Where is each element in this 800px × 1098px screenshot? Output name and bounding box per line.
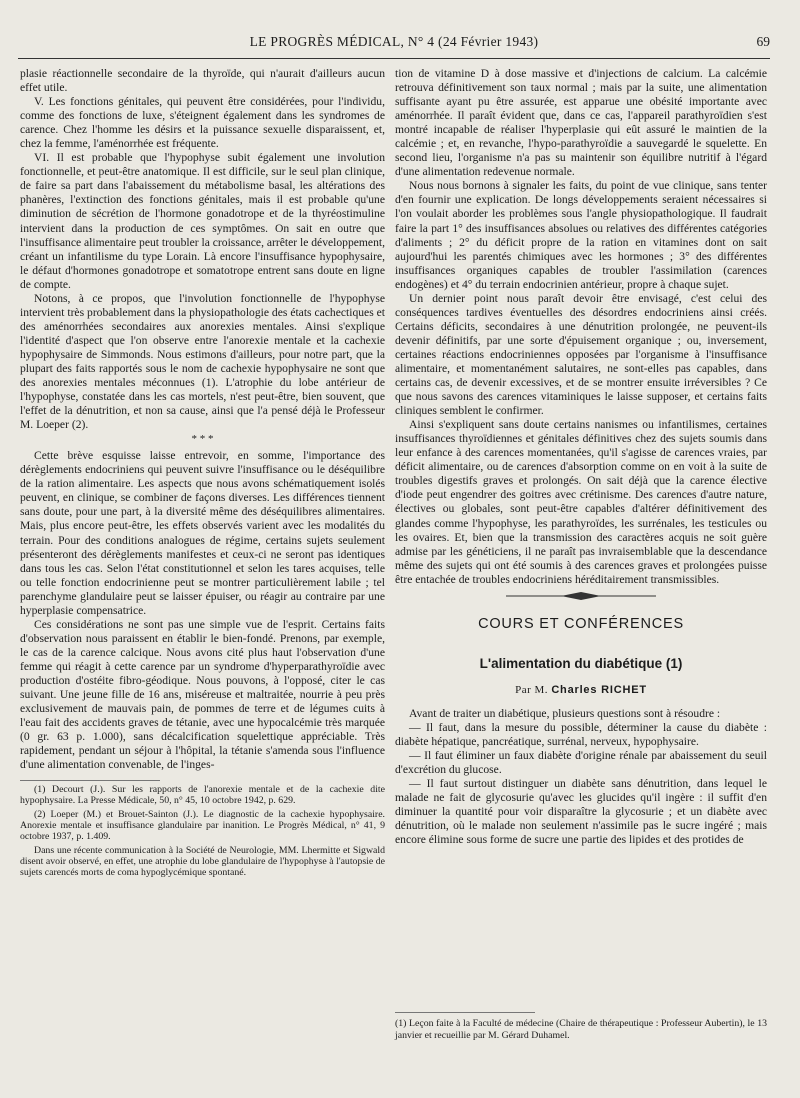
section-heading: COURS ET CONFÉRENCES xyxy=(478,615,684,632)
footnote-rule xyxy=(395,1012,535,1013)
footnote: Dans une récente communication à la Société de Neurologie, MM. Lhermitte et Sigwald disent avoir observé, en effet, une atrophie du lobe glandulaire de l'hypophyse à l'autopsie de sujets carencés morts de coma hypoglycémique spontané. xyxy=(20,845,385,879)
paragraph: Avant de traiter un diabétique, plusieurs questions sont à résoudre : xyxy=(409,706,721,720)
paragraph: — Il faut surtout distinguer un diabète sans dénutrition, dans lequel le malade ne fait de glycosurie qu'avec les glucides qu'il ingère : il suffit d'en diminuer la quantité pour voir disparaître la glycosurie ; et un diabète avec dénutrition, où le malade non seulement n'assimile pas le sucre ingéré ; mais encore élimine sous forme de sucre une partie des lipides et des protides de xyxy=(395,777,767,847)
section-break-stars: * * * xyxy=(191,433,214,446)
paragraph: Cette brève esquisse laisse entrevoir, en somme, l'importance des dérèglements endocriniens qui peuvent suivre l'insuffisance ou le déséquilibre de la ration alimentaire. Les aspects que nous avons schématiquement isolés peuvent, en clinique, se combiner de façons diverses. Les différences tiennent sans doute, pour une part, à la diversité même des déséquilibres alimentaires. Mais, plus encore peut-être, les effets observés varient avec les modalités du terrain. Pour des conditions analogues de régime, certains sujets seulement présenteront des dérèglements manifestes et ceux-ci ne seront pas identiques dans tous les cas. Selon l'état constitutionnel et selon les tares acquises, telle ou telle fonction endocrinienne peut se montrer particulièrement labile ; tel parenchyme glandulaire peut se laisser épuiser, ou réagir au contraire par une hyperplasie compensatrice. xyxy=(20,449,385,617)
paragraph: plasie réactionnelle secondaire de la thyroïde, qui n'aurait d'ailleurs aucun effet utile. xyxy=(20,67,385,95)
page-number: 69 xyxy=(756,34,770,49)
paragraph: — Il faut éliminer un faux diabète d'origine rénale par abaissement du seuil d'excrétion du glucose. xyxy=(395,749,767,777)
footnote: (2) Loeper (M.) et Brouet-Sainton (J.). Le diagnostic de la cachexie hypophysaire. Anorexie mentale et insuffisance glandulaire par inanition. Le Progrès Médical, n° 41, 9 octobre 1937, p. 1.409. xyxy=(20,809,385,843)
paragraph: — Il faut, dans la mesure du possible, déterminer la cause du diabète : diabète hépatique, pancréatique, surrénal, nerveux, hypophysaire. xyxy=(395,720,767,749)
left-column xyxy=(20,67,385,878)
paragraph: Ainsi s'expliquent sans doute certains nanismes ou infantilismes, certaines insuffisances thyroïdiennes et génitales définitives chez des sujets soumis dans leur enfance à des carences momentanées, qu'il s'agisse de carences vraies, par déficit alimentaire, ou de carences d'absorption comme on en voit à la suite de troubles digestifs graves et prolongés. On sait déjà que la carence élective d'iode peut engendrer des goitres avec crétinisme. Des carences d'autre nature, électives ou globales, sont peut-être capables d'altérer définitivement des glandes comme l'hypophyse, les parathyroïdes, les surrénales, les testicules ou les ovaires. Et, bien que la transmission des caractères acquis ne soit guère admise par les généticiens, il ne paraît pas invraisemblable que la descendance même des sujets qui ont été soumis à des carences graves et prolongées puisse être entachée de troubles endocriniens héréditairement transmissibles. xyxy=(395,418,767,586)
article-title: L'alimentation du diabétique (1) xyxy=(479,655,683,671)
paragraph: Ces considérations ne sont pas une simple vue de l'esprit. Certains faits d'observation nous paraissent en établir le bien-fondé. Prenons, par exemple, le cas de la carence calcique. Nous avons cité plus haut l'observation d'une femme qui réagit à cette carence par un syndrome d'hyperparathyroïdie avec production d'ostéite fibro-géodique. Nous pouvons, à l'opposé, citer le cas suivant. Une jeune fille de 16 ans, miséreuse et maltraitée, nourrie à peu près exclusivement de mauvais pain, de pommes de terre et de légumes cuits à l'eau fait des accidents graves de tétanie, avec une hypocalcémie très marquée (0 gr. 63 p. 1.000), sans décalcification squelettique appréciable. Très rapidement, pendant un séjour à l'hôpital, la tétanie s'amenda sous l'influence d'une alimentation convenable, de l'inges- xyxy=(20,617,385,772)
byline xyxy=(395,683,767,697)
paragraph: Un dernier point nous paraît devoir être envisagé, c'est celui des conséquences tardives éventuelles des désordres endocriniens ainsi créés. Certains déficits, secondaires à une dénutrition prolongée, ne peuvent-ils devenir définitifs, par une sorte d'épuisement organique ; ou, inversement, certaines réactions endocriniennes opposées par l'organisme à l'insuffisance alimentaire, et momentanément salutaires, ne sont-elles pas capables, dans certains cas, de devenir excessives, et de se montrer ensuite irréversibles ? Ce que nous savons des carences vitaminiques le laisse supposer, et certains faits cliniques semblent le confirmer. xyxy=(395,291,767,418)
journal-title: LE PROGRÈS MÉDICAL, N° 4 (24 Février 1943) xyxy=(249,34,539,49)
header-rule xyxy=(18,58,770,59)
byline-prefix: Par M. xyxy=(515,683,549,696)
paragraph: Notons, à ce propos, que l'involution fonctionnelle de l'hypophyse intervient très probablement dans la physiopathologie des états cachectiques et des aménorrhées secondaires aux anorexies mentales. Ainsi s'explique l'identité d'aspect que l'on observe entre l'anorexie mentale et la cachexie hypophysaire de Simmonds. Nous estimons d'ailleurs, pour notre part, que la plupart des faits rapportés sous le nom de cachexie hypophysaire ne sont que des anorexies mentales méconnues (1). L'atrophie du lobe antérieur de l'hypophyse, constatée dans les cas mortels, n'est peut-être, bien souvent, que l'effet de la dénutrition, et non sa cause, ainsi que l'a pensé déjà le Professeur M. Loeper (2). xyxy=(20,291,385,432)
running-header xyxy=(18,34,770,56)
footnote: (1) Leçon faite à la Faculté de médecine (Chaire de thérapeutique : Professeur Aubertin), le 13 janvier et recueillie par M. Gérard Duhamel. xyxy=(395,1018,767,1041)
ornament-icon xyxy=(506,591,656,601)
paragraph: Nous nous bornons à signaler les faits, du point de vue clinique, sans tenter d'en fournir une explication. De longs développements seraient nécessaires si l'on voulait aborder les problèmes sous l'angle physiopathologique. Il faudrait faire la part 1° des insuffisances absolues ou relatives des différentes catégories d'aliments ; 2° du déficit propre de la ration en vitamines dont on sait aujourd'hui les parentés chimiques avec les hormones ; 3° des différentes insuffisances organiques capables de troubler l'assimilation (carences endogènes) et 4° du terrain endocrinien antérieur, propre à chaque sujet. xyxy=(395,179,767,291)
paragraph: VI. Il est probable que l'hypophyse subit également une involution fonctionnelle, et peut-être anatomique. Il est difficile, sur le seul plan clinique, de faire sa part dans l'abaissement du métabolisme basal, les altérations des phanères, l'extinction des fonctions génitales, mais il est probable qu'une diminution de sécrétion de l'hormone gonadotrope et de la thyréostimuline intervient dans la production de ces symptômes. On sait en outre que l'insuffisance alimentaire peut troubler la croissance, arrêter le développement, créant un infantilisme du type Lorain. Là encore l'insuffisance hypophysaire, le défaut d'hormones gonadotrope et somatotrope entrent sans doute en ligne de compte. xyxy=(20,151,385,291)
byline-author: Charles RICHET xyxy=(551,683,647,696)
footnote: (1) Decourt (J.). Sur les rapports de l'anorexie mentale et de la cachexie dite hypophysaire. La Presse Médicale, 50, n° 45, 10 octobre 1942, p. 629. xyxy=(20,784,385,807)
footnote-rule xyxy=(20,780,160,781)
ornament-divider xyxy=(395,591,767,605)
paragraph: tion de vitamine D à dose massive et d'injections de calcium. La calcémie retrouva définitivement son taux normal ; mais par la suite, une alimentation suffisante ayant pu être assurée, est apparue une obésité importante avec aménorrhée. Il paraît évident que, dans ce cas, l'appareil parathyroïdien s'est montré incapable de réaliser l'hyperplasie qui eût assuré le maintien de la calcémie ; et, en revanche, l'hypo-parathyroïdie a sauvegardé le squelette. En second lieu, l'organisme n'a pas su maintenir son équilibre nutritif à l'égard d'une alimentation redevenue normale. xyxy=(395,67,767,179)
paragraph: V. Les fonctions génitales, qui peuvent être considérées, pour l'individu, comme des fonctions de luxe, s'éteignent également dans les syndromes de carence. Chez l'homme les désirs et la puissance sexuelle disparaissent, et, chez la femme, l'aménorrhée est fréquente. xyxy=(20,95,385,151)
right-column xyxy=(395,67,767,847)
